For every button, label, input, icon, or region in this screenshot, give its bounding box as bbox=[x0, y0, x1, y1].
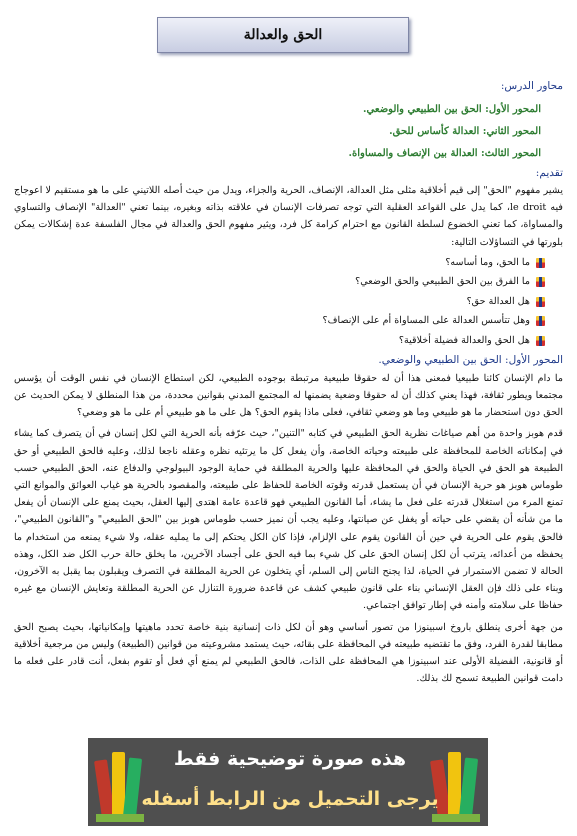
axes-heading: محاور الدرس: bbox=[500, 80, 563, 92]
paragraph-3: من جهة أخرى ينطلق باروخ اسبينوزا من تصور أساسي وهو أن لكل ذات إنسانية بنية خاصة تحدد ماهيتها وإمكانياتها، بحيث يصبح الحق مطابقا لقدرة الفرد، وفق ما تقتضيه طبيعته في المحافظة على بقائه، حيث يستمد مشروعيته من قوانين (الطبيعة) وليس من مرجعية أخلاقية أو قانونية، الفضيلة الأولى عند اسبينوزا هي المحافظة على الذات، فالحق الطبيعي لم يمنع أي فعل أو تقوم بفعل، أنت قادر على فعله ما دامت قوانين الطبيعة تسمح لك بذلك. bbox=[14, 621, 563, 685]
overlay-notice: هذه صورة توضيحية فقط bbox=[173, 748, 407, 770]
paragraph-1: ما دام الإنسان كائنا طبيعيا فمعنى هذا أن له حقوقا طبيعية مرتبطة بوجوده الطبيعي، لكن استطاع الإنسان في نفس الوقت أن يؤسس مجتمعا ويطور ثقافة، فهذا يعني كذلك أن له حقوقا وضعية يضمنها له المجتمع المدني بقوانين محددة، من هذا المنطلق لا يمكن الحديث عن الحق دون استحضار ما هو طبيعي وما هو وضعي ثقافي، فعلى ماذا يقوم الحق؟ هل على ما هو طبيعي أم على ما هو وضعي؟ bbox=[14, 372, 563, 419]
overlay-download-hint[interactable]: يرجى التحميل من الرابط أسفله bbox=[141, 788, 439, 810]
question-item bbox=[14, 311, 545, 331]
intro-heading: تقديم: bbox=[535, 166, 563, 179]
intro-paragraph: يشير مفهوم "الحق" إلى قيم أخلاقية مثلى مثل العدالة، الإنصاف، الحرية والجزاء، ويدل من حيث أصله اللاتيني على ما هو مستقيم لا اعوجاج فيه le droit، كما يدل على القواعد العقلية التي توجه تصرفات الإنسان في علاقته بذاته وبغيره، بينما تعني "العدالة" الإنصاف والتساوي والمساواة، كما تعني الخضوع لسلطة القانون مع احترام كرامة كل فرد، ويثير مفهوم الحق والعدالة في مجال الفلسفة عدة إشكالات يمكن بلورتها في التساؤلات التالية: bbox=[14, 185, 563, 248]
book-bullet-icon bbox=[536, 277, 545, 287]
document-body bbox=[14, 78, 563, 687]
page-title: الحق والعدالة bbox=[157, 17, 409, 53]
axis-item-3: المحور الثالث: العدالة بين الإنصاف والمساواة. bbox=[348, 147, 541, 159]
axis-item-1: المحور الأول: الحق بين الطبيعي والوضعي. bbox=[363, 103, 541, 115]
paragraph-2: قدم هوبز واحدة من أهم صياغات نظرية الحق الطبيعي في كتابه "التنين"، حيث عرّفه بأنه الحرية التي لكل إنسان في أن يتصرف كما يشاء في إمكاناته الخاصة للمحافظة على طبيعته وحياته الخاصة، وأن يفعل كل ما يرتئيه نظره وعقله ناجعا لذلك، وعليه فالحق الطبيعي أو حق الطبيعة هو الحق في الحياة والحق في المحافظة عليها والحرية المطلقة في حماية الوجود البيولوجي والدفاع عنه، الحق الطبيعي حسب طوماس هوبز هو حرية الإنسان في أن يستعمل قدرته وقوته الخاصة للحفاظ على طبيعته، والمقصود بالحرية هو غياب العوائق والموانع التي تمنع المرء من استغلال قدرته على فعل ما يشاء، أما القانون الطبيعي فهو قاعدة عامة اهتدى إليها العقل، بحيث يمنع على الإنسان أن يفعل ما من شأنه أن يقضي على حياته أو يغفل عن صيانتها، وعليه يجب أن نميز حسب طوماس هوبز بين "الحق الطبيعي" و"القانون الطبيعي"، فالحق يقوم على الحرية في حين أن القانون يقوم على الإلزام، فإذا كان الكل يحتكم إلى ما يمليه عقله، ولا شيء يمنعه من استخدام ما يحفظه من أعدائه، يترتب أن لكل إنسان الحق على كل شيء بما فيه الحق على أجساد الآخرين، ما يخلق حالة حرب الكل ضد الكل، وهذه الحالة لا تضمن الاستمرار في الحياة، لذا يجنح الناس إلى السلم، أي يتخلون عن الحرية المطلقة في التصرف ويقبلون بما يقبل به الآخرون، وبناء على ذلك فإن العقل الإنساني بناء على قانون طبيعي كشف عن قاعدة ضرورة التنازل عن الحرية المطلقة وتعايش الإنسان مع غيره حفاظا على سلامته وأمنه في إطار توافق اجتماعي. bbox=[14, 428, 563, 612]
question-text: ما الحق، وما أساسه؟ bbox=[445, 256, 530, 268]
question-text: وهل تتأسس العدالة على المساواة أم على الإنصاف؟ bbox=[322, 315, 530, 327]
questions-list bbox=[14, 253, 563, 351]
question-text: هل العدالة حق؟ bbox=[466, 295, 530, 307]
question-item bbox=[14, 253, 545, 273]
book-bullet-icon bbox=[536, 316, 545, 326]
book-bullet-icon bbox=[536, 297, 545, 307]
question-item bbox=[14, 331, 545, 351]
book-bullet-icon bbox=[536, 336, 545, 346]
axis1-heading: المحور الأول: الحق بين الطبيعي والوضعي. bbox=[378, 354, 563, 367]
book-bullet-icon bbox=[536, 258, 545, 268]
question-item bbox=[14, 292, 545, 312]
question-text: ما الفرق بين الحق الطبيعي والحق الوضعي؟ bbox=[355, 276, 530, 288]
question-text: هل الحق والعدالة فضيلة أخلاقية؟ bbox=[398, 334, 530, 346]
axis-item-2: المحور الثاني: العدالة كأساس للحق. bbox=[389, 125, 541, 137]
question-item bbox=[14, 272, 545, 292]
